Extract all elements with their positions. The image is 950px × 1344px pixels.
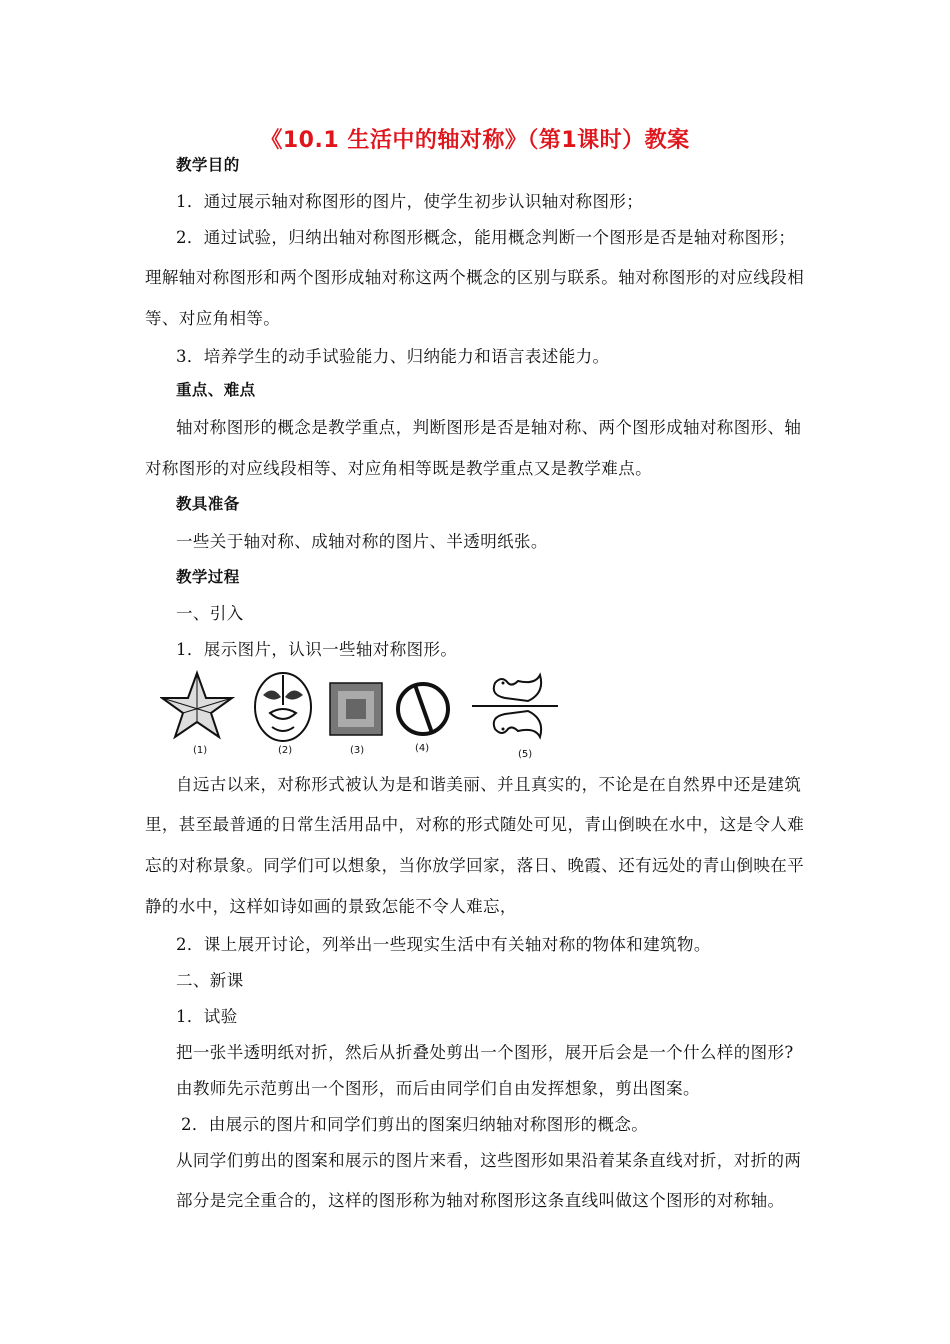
document-title: 《10.1 生活中的轴对称》（第1课时）教案 <box>260 128 690 153</box>
duck-reflection-figure <box>472 675 558 737</box>
caption-3: (3) <box>350 745 365 756</box>
caption-4: (4) <box>415 743 430 754</box>
part-2-heading: 二、新课 <box>176 971 244 990</box>
part-1-item-1: 1．展示图片，认识一些轴对称图形。 <box>176 640 458 659</box>
experiment-line-1: 把一张半透明纸对折，然后从折叠处剪出一个图形，展开后会是一个什么样的图形? <box>176 1043 794 1062</box>
symmetric-figures <box>160 665 560 765</box>
caption-2: (2) <box>278 745 293 756</box>
heading-key-points: 重点、难点 <box>176 381 256 399</box>
heading-goals: 教学目的 <box>176 156 240 174</box>
key-line-1: 轴对称图形的概念是教学重点，判断图形是否是轴对称、两个图形成轴对称图形、轴 <box>176 418 802 437</box>
goal-3: 3．培养学生的动手试验能力、归纳能力和语言表述能力。 <box>176 347 610 366</box>
part-2-item-1: 1．试验 <box>176 1007 238 1026</box>
star-figure <box>162 673 232 737</box>
intro-line-2: 里，甚至最普通的日常生活用品中，对称的形式随处可见，青山倒映在水中，这是令人难 <box>145 815 805 834</box>
mask-figure <box>255 673 311 741</box>
intro-line-1: 自远古以来，对称形式被认为是和谐美丽、并且真实的，不论是在自然界中还是建筑 <box>176 775 802 794</box>
caption-1: (1) <box>193 745 208 756</box>
part-1-item-2: 2．课上展开讨论，列举出一些现实生活中有关轴对称的物体和建筑物。 <box>176 935 711 954</box>
heading-tools: 教具准备 <box>176 495 240 513</box>
part-2-item-2: 2．由展示的图片和同学们剪出的图案归纳轴对称图形的概念。 <box>181 1115 649 1134</box>
goal-2-line-2: 理解轴对称图形和两个图形成轴对称这两个概念的区别与联系。轴对称图形的对应线段相 <box>145 268 805 287</box>
square-figure <box>330 683 382 735</box>
heading-process: 教学过程 <box>176 568 240 586</box>
part-1-heading: 一、引入 <box>176 604 244 623</box>
goal-2-line-3: 等、对应角相等。 <box>145 309 281 328</box>
intro-line-4: 静的水中，这样如诗如画的景致怎能不令人难忘， <box>145 897 517 916</box>
intro-line-3: 忘的对称景象。同学们可以想象，当你放学回家，落日、晚霞、还有远处的青山倒映在平 <box>145 856 805 875</box>
caption-5: (5) <box>518 749 533 760</box>
goal-2-line-1: 2．通过试验，归纳出轴对称图形概念，能用概念判断一个图形是否是轴对称图形； <box>176 228 796 247</box>
goal-1: 1．通过展示轴对称图形的图片，使学生初步认识轴对称图形； <box>176 192 644 211</box>
tools-text: 一些关于轴对称、成轴对称的图片、半透明纸张。 <box>176 532 548 551</box>
concept-line-1: 从同学们剪出的图案和展示的图片来看，这些图形如果沿着某条直线对折，对折的两 <box>176 1151 802 1170</box>
experiment-line-2: 由教师先示范剪出一个图形，而后由同学们自由发挥想象，剪出图案。 <box>176 1079 700 1098</box>
concept-line-2: 部分是完全重合的，这样的图形称为轴对称图形这条直线叫做这个图形的对称轴。 <box>176 1191 785 1210</box>
no-sign-figure <box>398 684 448 734</box>
key-line-2: 对称图形的对应线段相等、对应角相等既是教学重点又是教学难点。 <box>145 459 652 478</box>
